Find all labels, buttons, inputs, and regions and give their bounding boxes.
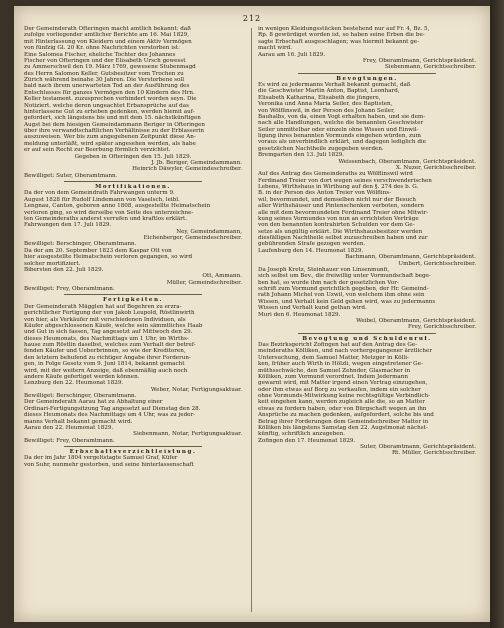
text-line: des Herrn Salomon Keller, Gutsbesitzer vom Trochen zu bbox=[24, 70, 184, 77]
text-line: nach alle Handlungen, welche die benannten Geschwister bbox=[258, 120, 424, 127]
text-line: bald nach ihrem unerwarteten Tod an der Ausführung des bbox=[24, 83, 190, 90]
text-line: ligung ihres benannten Vormunds eingehen würden, zum bbox=[258, 133, 421, 139]
text-line: gebührenden Strafe gezogen werden. bbox=[258, 241, 366, 248]
section-rule bbox=[298, 333, 436, 334]
text-line: zufolge vorliegender amtlicher Berichte am 16. Mai 1829, bbox=[24, 32, 190, 39]
text-line: Frey, Gerichtsschreiber. bbox=[407, 324, 476, 331]
text-line: Eine Salomea Fischer, eheliche Tochter des Johannes bbox=[24, 51, 176, 58]
text-line: künftig, schriftlich anzugeben. bbox=[258, 431, 345, 438]
text-line: und Gut in sich fassen, Tag angesetzt auf Mittwoch den 29. bbox=[24, 329, 193, 336]
text-line: verloren ging, so wird derselbe von Seite des unterzeichne- bbox=[24, 209, 194, 216]
text-line: August 1828 für Rudolf Lindemann von Vaselsch, leibl. bbox=[24, 196, 180, 203]
text-line: Der Gemeinderath Mägglen hat auf Begehren zu erzra- bbox=[24, 303, 182, 310]
text-line: setze als ungültig erklärt. Die Wirthshausbesitzer werden bbox=[258, 228, 423, 235]
text-line: Gegeben in Ofteringen den 15. Juli 1829. bbox=[74, 153, 192, 160]
text-line: Weissenbach, Oberamtmann, Gerichtspräsident. bbox=[338, 158, 476, 165]
text-line: Untersuchung, dem Samuel Matter, Metzger in Kölli- bbox=[258, 354, 409, 361]
section-rule bbox=[64, 294, 202, 295]
section-heading: Erbschaftsverzichtleistung. bbox=[69, 449, 197, 455]
text-line: die Geschwister Martin Anton, Baptist, Leonhard, bbox=[258, 88, 400, 95]
text-line: Wissen, und Verhalt kein Geld gehen wird, was zu jedermanns bbox=[258, 298, 436, 305]
text-line: J. Jb. Beriger, Gemeindammann. bbox=[151, 159, 242, 166]
section-heading: Mortifikationen. bbox=[95, 184, 171, 190]
text-line: Bewilliget: Frey, Oberamtmann. bbox=[24, 437, 115, 444]
text-line: hier ausgestellte Heimatschein verloren gegangen, so wird bbox=[24, 254, 193, 261]
text-line: Keller testament. zuzusprechen verhindert worden seyn. Die bbox=[24, 96, 197, 103]
text-line: Wissen und Verhalt kund gethan wird. bbox=[258, 305, 367, 312]
text-line: Bewilliget: Suter, Oberamtmann. bbox=[24, 172, 118, 179]
text-line: X. Nuzer, Gerichtsschreiber. bbox=[395, 164, 476, 171]
text-line: müthsschwäche, den Samuel Zehnder, Glasmacher in bbox=[258, 367, 411, 374]
text-line: Es wird zu jedermanns Verhalt bekannt gemacht, daß bbox=[258, 82, 411, 88]
text-line: oder ihm etwas auf Borg zu verkaufen, indem ein solcher bbox=[258, 386, 421, 393]
text-line: Bremgarten den 13. Juli 1829. bbox=[258, 152, 345, 159]
text-line: Der Gemeinderath Ofteringen macht amtlich bekannt: daß bbox=[24, 26, 191, 32]
section-rule bbox=[298, 73, 436, 74]
text-line: Rp. 8 gewürdiget worden ist, so haben seine Erben die be- bbox=[258, 32, 425, 39]
text-line: keit eingehen kann, werden zugleich alle die, so an Matter bbox=[258, 399, 425, 406]
text-line: gesetzlichen Nachtheile zugegeben werden. bbox=[258, 145, 384, 152]
text-line: Ott, Ammann. bbox=[202, 273, 242, 280]
text-line: Aarau den 22. Heumonat 1829. bbox=[24, 424, 114, 431]
text-line: Käufer abgeschlossenen Käufe, welche sein sämmtliches Haab bbox=[24, 322, 203, 329]
text-line: macht wird. bbox=[258, 45, 293, 52]
text-line: von hier, als Verkäufer mit verschiedenen Individuen, als bbox=[24, 316, 186, 323]
text-line: Fischer von Ofteringen und der Elisabeth Ursch gewesst bbox=[24, 57, 186, 64]
text-line: Eichenberger, Gemeindeschreiber. bbox=[143, 235, 242, 241]
text-line: Siebenmann, Notar, Fertigungsaktuar. bbox=[133, 431, 242, 438]
text-line: Suter, Oberamtmann, Gerichtspräsident. bbox=[360, 444, 476, 450]
text-line: Der Gemeinderath Aarau hat zu Abhaltung einer bbox=[24, 399, 163, 406]
section-heading: Bevogtungen. bbox=[336, 75, 398, 82]
text-line: Bewilliget: Frey, Oberamtmann. bbox=[24, 286, 115, 292]
text-line: Müller, Gemeindschreiber. bbox=[166, 279, 242, 286]
text-line: Aarau am 16. Juli 1829. bbox=[258, 51, 326, 58]
text-line: Lenzburg den 22. Heumonat 1829. bbox=[24, 380, 124, 387]
section-heading: Fertigkeiten. bbox=[102, 297, 163, 304]
column-divider bbox=[251, 28, 252, 612]
section-rule bbox=[64, 181, 202, 182]
text-line: von den benannten kontrahirten Schulden vor dem Ge- bbox=[258, 222, 415, 229]
text-line: Weber, Notar, Fertigungsaktuar. bbox=[150, 386, 242, 393]
text-line: Fahrwangen den 17. Juli 1829. bbox=[24, 222, 112, 229]
text-line: Bewilliget: Berschinger, Oberamtmann. bbox=[24, 393, 137, 399]
text-line: Zofingen den 17. Heumonat 1829. bbox=[258, 437, 356, 444]
text-line: alle mit dem bevormundeten Ferdinand Treier ohne Mitwir- bbox=[258, 209, 429, 216]
text-line: Augst bei dem hiesigen Gemeindammann Beriger in Ofteringen bbox=[24, 121, 205, 128]
text-line: dieses Heumonats des Nachmittags um 4 Uhr, was zu jeder- bbox=[24, 412, 196, 419]
text-line: den letztern behufend zu richtiger Angabe ihrer Forderun- bbox=[24, 354, 191, 361]
text-line: Bauhalbs, von da, einen Vogt erhalten haben, und sie dem- bbox=[258, 113, 426, 120]
text-line: über ihre verwandtschaftlichen Verhältnisse zu der Erblasserin bbox=[24, 128, 205, 134]
text-line: ohne Vormunds-Mitwirkung keine rechtsgültige Verbindlich- bbox=[258, 393, 431, 399]
text-line: Da der am 20. September 1823 dem Kaspar Ott von bbox=[24, 247, 172, 254]
text-line: kung seines Vormundes von nun an errichteten Verträge bbox=[258, 215, 419, 222]
text-line: von fünfzig Gl. 20 Kr. ohne Nachrichten verstorben ist: bbox=[24, 45, 180, 52]
text-line: zu Ammerschwil den 19. März 1769, gewesene Stubenmagd bbox=[24, 64, 196, 71]
text-line: fenden Käufer und Ueberbrinnen, so wie der Kreditoren, bbox=[24, 348, 186, 355]
text-line: Heinrich Däwyler, Gemeindeschreiber. bbox=[132, 166, 242, 173]
section-rule bbox=[64, 446, 202, 447]
text-line: Da der im Jahr 1804 vergeltstagte Samuel Graf, Küfer bbox=[24, 455, 178, 462]
text-line: auszuweisen. Wer bis zum angegebenen Zeitpunkt diese An- bbox=[24, 134, 196, 141]
text-line: voraus als unverbindlich erklärt, und dagegen lediglich die bbox=[258, 139, 426, 146]
text-line: Veronika und Anna Maria Seiler, des Baptisten, bbox=[258, 101, 393, 108]
text-line: ben hat, so wurde ihm nach der gesetzlichen Vor- bbox=[258, 279, 399, 286]
text-line: aller Wirthshäuser und Pintenschenken verboten, sondern bbox=[258, 203, 424, 210]
text-line: wil, bevormundet, und demselben nicht nur der Besuch bbox=[258, 196, 417, 203]
text-line: von Wölflinswil, in der Person des Johann Seiler, bbox=[258, 107, 395, 114]
text-line: Ordinari-Fertigungsitzung Tag angesetzt auf Dienstag den 28. bbox=[24, 405, 201, 412]
text-line: hinterlassene Gut zu erheben gedenken, werden hiemit auf- bbox=[24, 108, 195, 115]
text-line: Umbert, Gerichtsschreiber. bbox=[398, 260, 476, 267]
text-line: rath Johann Michel von Uzwil, von welchem ihm ohne sein bbox=[258, 292, 425, 299]
text-line: Frey, Oberamtmann, Gerichtspräsident. bbox=[362, 57, 476, 64]
text-line: Kölliken, zum Vormund verordnet. Indem Jedermann bbox=[258, 373, 408, 380]
text-line: Bewilliget: Berschinger, Oberamtmann. bbox=[24, 241, 137, 248]
text-line: Betrag ihrer Forderungen dem Gemeindschreiber Matter in bbox=[258, 418, 429, 425]
text-line: Auf des Antrag des Gemeinderaths zu Wölflinswil wird bbox=[258, 171, 413, 178]
text-line: gewarnt wird, mit Matter irgend einen Vertrag einzugehen, bbox=[258, 380, 428, 387]
text-line: Bibersten den 22. Juli 1829. bbox=[24, 266, 104, 273]
section-heading: Bevogtung und Schuldenruf. bbox=[302, 335, 432, 342]
text-line: manns Verhalt bekannt gemacht wird. bbox=[24, 418, 133, 425]
text-line: diesfälligen Nachtheile selbst zuzuschreiben haben und zur bbox=[258, 235, 428, 241]
text-line: Da Joseph Kretz, Steinhauer von Linsenmunfi, bbox=[258, 266, 390, 273]
text-line: etwas zu fordern haben, oder von Bürgschaft wegen an ihn bbox=[258, 405, 427, 412]
text-line: solcher mortifiziert. bbox=[24, 260, 81, 267]
page-number: 212 bbox=[242, 14, 262, 23]
text-line: meinderaths Kölliken, und nach vorhergegangener ärztlicher bbox=[258, 348, 432, 355]
text-line: Ansprüche zu machen gedenken, aufgefordert, solche bis und bbox=[258, 412, 434, 419]
right-column bbox=[258, 26, 476, 457]
text-line: gen, in Folge Gesetz vom 9. Juni 1814, bekannt gemacht bbox=[24, 361, 185, 368]
text-line: ken, früher auch Wirth in Hölzli, wegen eingetretener Ge- bbox=[258, 361, 423, 368]
text-line: Notiziert. welche deren ungeachtet Erbansprüche auf das bbox=[24, 102, 189, 109]
text-line: Kölliken bis längstens Samstag den 22. Augstmonat nächst- bbox=[258, 424, 428, 431]
text-line: Muri den 6. Heumonat 1829. bbox=[258, 311, 341, 318]
text-line: Lengnau, Canton, geboren anno 1808, ausgestellte Heimatschein bbox=[24, 203, 211, 210]
text-line: mit Hinterlassung von Kleidern und einem Aktiv Vermögen bbox=[24, 38, 192, 45]
page-binding-shadow bbox=[490, 0, 504, 628]
left-column bbox=[24, 26, 242, 468]
text-line: Seiler unmittelbar oder einzeln ohne Wissen und Einwil- bbox=[258, 126, 419, 133]
text-line: Siebenmann, Gerichtsschreiber. bbox=[384, 64, 476, 71]
newspaper-page bbox=[14, 6, 490, 622]
text-line: Ferdinand Treier von dort wegen seines verschwenderischen bbox=[258, 177, 432, 184]
text-line: Rt. Müller, Gerichtsschreiber. bbox=[391, 450, 476, 457]
text-line: in wenigen Kleidungsstücken bestehend nur auf Fr. 4, Bz. 5, bbox=[258, 26, 430, 32]
text-line: schrift zum Vormund gerichtlich gegeben, der Hr. Gemeind- bbox=[258, 286, 429, 292]
text-line: ten Gemeinderaths anderst verrufen und kraftlos erklärt. bbox=[24, 215, 187, 222]
text-line: Zürich während beinahe 30 Jahren. Die Verstorbene soll bbox=[24, 77, 185, 83]
text-line: Laufenburg den 14. Heumonat 1829. bbox=[258, 247, 364, 254]
text-line: Da der von dem Gemeindrath Fahrwangen unterm 9. bbox=[24, 190, 175, 197]
text-line: gerichtlicher Fertigung der von Jakob Leupold, Röstlinwirth bbox=[24, 310, 195, 317]
text-line: dieses Heumonats, des Nachmittags um 1 Uhr, im Wirths- bbox=[24, 335, 189, 342]
text-line: Elisabeth Katharina, Elisabeth die jüngere, bbox=[258, 94, 381, 101]
text-line: Ney, Gemeindammann, bbox=[176, 228, 242, 235]
text-line: meldung unterläßt, wird später angesehen werden, als habe bbox=[24, 140, 196, 147]
text-line: sich selbst um Bev., die freiwillig unter Vormundschaft bege- bbox=[258, 273, 431, 280]
text-line: andere Käufe gefertiget werden können. bbox=[24, 373, 140, 380]
text-line: Lebens, Wirthshaus in Wirthung auf den §. 274 des b. G. bbox=[258, 184, 419, 190]
text-line: von Suhr, nunmehr gestorben, und seine hinterlassenschaft bbox=[24, 461, 194, 468]
text-line: Bachmann, Oberamtmann, Gerichtspräsident. bbox=[345, 254, 476, 261]
text-line: wird, mit der weitern Anzeige, daß ebenmäßig auch noch bbox=[24, 367, 188, 374]
text-line: Das Bezirksgericht Zofingen hat auf den Antrag des Ge- bbox=[258, 342, 418, 348]
text-line: Entschlusses für ganzes Vermögen den 10 Kindern des Hrn. bbox=[24, 89, 195, 96]
text-line: sagte Erbschaft ausgeschlagen; was hiermit bekannt ge- bbox=[258, 38, 419, 45]
text-line: er auf sein Recht zur Beerbung förmlich verzichtet. bbox=[24, 147, 171, 154]
text-line: hause zum Röstlin daselbst, welches zum Verhalt der betref- bbox=[24, 342, 196, 348]
text-line: Weibel, Oberamtmann, Gerichtspräsident. bbox=[356, 317, 476, 324]
text-line: gefordert, sich längstens bis und mit dem 15. nächstkünftigen bbox=[24, 115, 201, 122]
text-line: B. in der Person des Anton Treier von Wölflins- bbox=[258, 190, 392, 197]
